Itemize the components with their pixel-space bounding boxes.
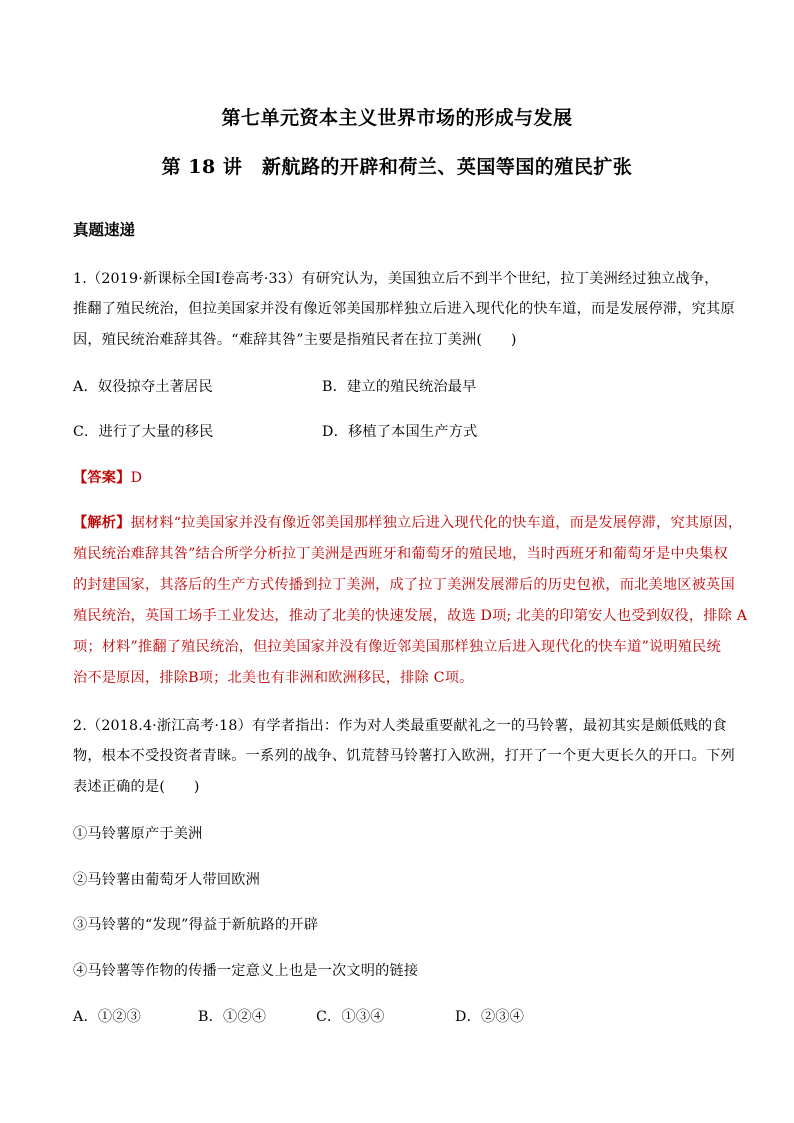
lecture-title: 第 18 讲 新航路的开辟和荷兰、英国等国的殖民扩张	[161, 156, 633, 178]
q2-stem-line: 2.（2018.4·浙江高考·18）有学者指出：作为对人类最重要献礼之一的马铃薯，最初其实是颇低贱的食	[73, 718, 727, 734]
answer-value: D	[130, 470, 143, 486]
q1-stem-line: 因，殖民统治难辞其咎。“难辞其咎”主要是指殖民者在拉丁美洲( )	[73, 332, 517, 348]
q1-analysis-line: 项；材料”推翻了殖民统治，但拉美国家并没有像近邻美国那样独立后进入现代化的快车道”说明殖民统	[73, 639, 721, 655]
q1-option-b: B．建立的殖民统治最早	[322, 379, 477, 395]
q1-analysis-line: 殖民统治难辞其咎”结合所学分析拉丁美洲是西班牙和葡萄牙的殖民地，当时西班牙和葡萄牙是中央集权	[73, 546, 728, 562]
q1-analysis-line: 的封建国家，其落后的生产方式传播到拉丁美洲，成了拉丁美洲发展滞后的历史包袱，而北美地区被英国	[73, 577, 735, 593]
q1-option-a: A．奴役掠夺土著居民	[73, 379, 213, 395]
q2-stem-line: 物，根本不受投资者青睐。一系列的战争、饥荒替马铃薯打入欧洲，打开了一个更大更长久的开口。下列	[73, 748, 735, 764]
q2-item: ①马铃薯原产于美洲	[73, 826, 203, 842]
q2-item: ③马铃薯的“发现”得益于新航路的开辟	[73, 917, 319, 933]
q2-item: ④马铃薯等作物的传播一定意义上也是一次文明的链接	[73, 963, 419, 979]
q1-option-c: C．进行了大量的移民	[73, 424, 214, 440]
answer-label: 【答案】	[73, 470, 131, 486]
q2-stem-line: 表述正确的是( )	[73, 779, 200, 795]
q1-stem-line: 1.（2019·新课标全国Ⅰ卷高考·33）有研究认为，美国独立后不到半个世纪，拉丁美洲经过独立战争，	[73, 271, 719, 287]
q2-item: ②马铃薯由葡萄牙人带回欧洲	[73, 872, 261, 888]
q2-option-a: A．①②③	[73, 1009, 141, 1025]
q1-stem-line: 推翻了殖民统治，但拉美国家并没有像近邻美国那样独立后进入现代化的快车道，而是发展停滞，究其原	[73, 301, 735, 317]
q2-option-b: B．①②④	[198, 1009, 267, 1025]
analysis-text: 据材料“拉美国家并没有像近邻美国那样独立后进入现代化的快车道，而是发展停滞，究其原因，	[130, 515, 743, 531]
q1-answer	[73, 467, 142, 487]
q2-option-c: C．①③④	[316, 1009, 385, 1025]
q2-option-d: D．②③④	[455, 1009, 525, 1025]
q1-option-d: D．移植了本国生产方式	[322, 424, 478, 440]
q1-analysis-line: 殖民统治，英国工场手工业发达，推动了北美的快速发展，故选 D项; 北美的印第安人也受到奴役，排除 A	[73, 608, 748, 624]
section-heading: 真题速递	[73, 220, 136, 239]
unit-title: 第七单元资本主义世界市场的形成与发展	[221, 107, 573, 129]
q1-analysis-line	[73, 512, 742, 532]
q1-analysis-line: 治不是原因，排除B项；北美也有非洲和欧洲移民，排除 C项。	[73, 670, 474, 686]
analysis-label: 【解析】	[73, 515, 131, 531]
